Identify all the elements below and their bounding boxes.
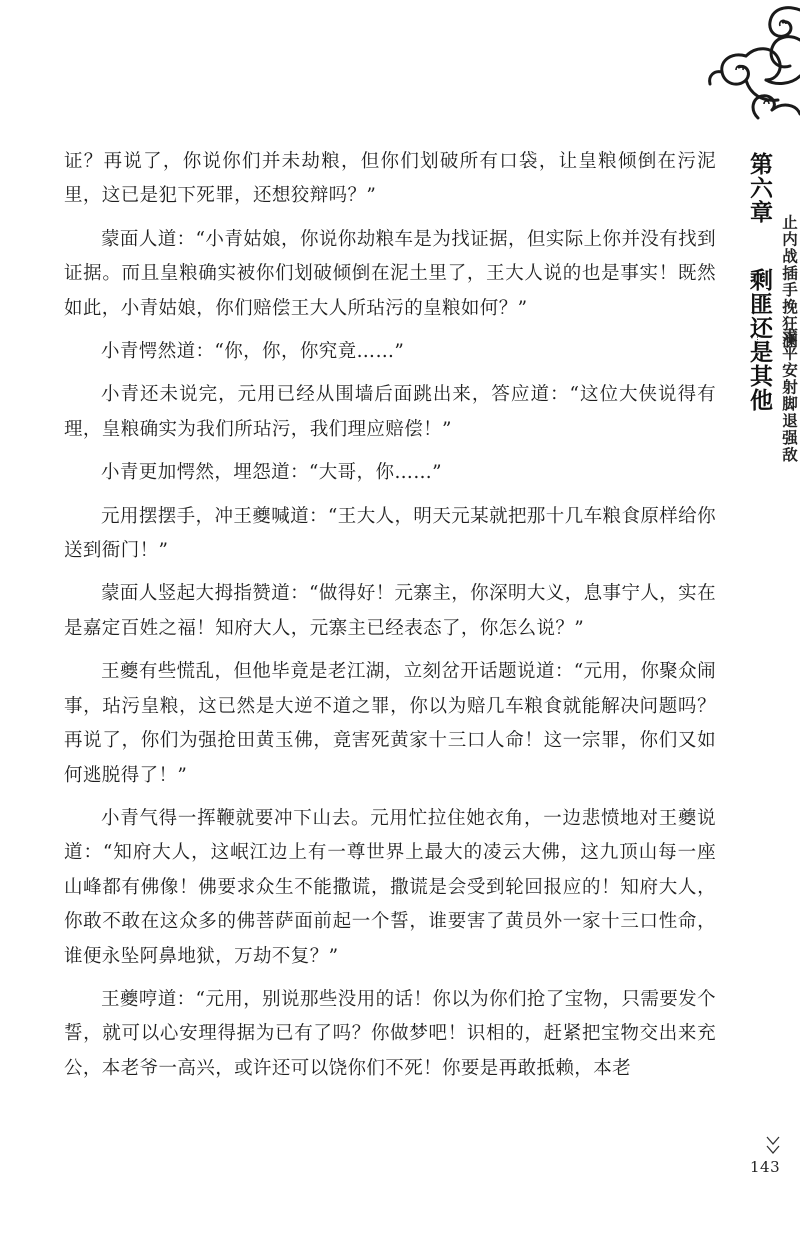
paragraph: 小青气得一挥鞭就要冲下山去。元用忙拉住她衣角，一边悲愤地对王夔说道：“知府大人，这岷江边上有一尊世界上最大的凌云大佛，这九顶山每一座山峰都有佛像！佛要求众生不能撒谎，撒谎是会受到轮回报应的！知府大人，你敢不敢在这众多的佛菩萨面前起一个誓，谁要害了黄员外一家十三口性命，谁便永坠阿鼻地狱，万劫不复？” bbox=[64, 807, 716, 967]
chapter-title: 剩匪还是其他 bbox=[746, 268, 773, 412]
chapter-subtitle-2: 求平安射脚退强敌 bbox=[780, 328, 799, 464]
paragraph: 王夔哼道：“元用，别说那些没用的话！你以为你们抢了宝物，只需要发个誓，就可以心安理得据为已有了吗？你做梦吧！识相的，赶紧把宝物交出来充公，本老爷一高兴，或许还可以饶你们不死！你要是再敢抵赖，本老 bbox=[64, 988, 716, 1079]
chapter-dotted-rule bbox=[757, 336, 758, 360]
paragraph: 蒙面人竖起大拇指赞道：“做得好！元寨主，你深明大义，息事宁人，实在是嘉定百姓之福！知府大人，元寨主已经表态了，你怎么说？” bbox=[64, 583, 716, 639]
paragraph: 小青更加愕然，埋怨道：“大哥，你……” bbox=[101, 462, 443, 484]
chevron-down-icon bbox=[762, 1134, 784, 1160]
paragraph: 蒙面人道：“小青姑娘，你说你劫粮车是为找证据，但实际上你并没有找到证据。而且皇粮确实被你们划破倾倒在泥土里了，王大人说的也是事实！既然如此，小青姑娘，你们赔偿王大人所玷污的皇粮如何？” bbox=[64, 228, 716, 319]
paragraph: 王夔有些慌乱，但他毕竟是老江湖，立刻岔开话题说道：“元用，你聚众闹事，玷污皇粮，这已然是大逆不道之罪，你以为赔几车粮食就能解决问题吗？再说了，你们为强抢田黄玉佛，竟害死黄家十三口人命！这一宗罪，你们又如何逃脱得了！” bbox=[64, 661, 716, 786]
paragraph: 元用摆摆手，冲王夔喊道：“王大人，明天元某就把那十几车粮食原样给你送到衙门！” bbox=[64, 505, 716, 562]
paragraph: 小青还未说完，元用已经从围墙后面跳出来，答应道：“这位大侠说得有理，皇粮确实为我们所玷污，我们理应赔偿！” bbox=[64, 384, 716, 440]
chapter-subtitle-1: 止内战插手挽狂澜 bbox=[780, 214, 799, 350]
body-text bbox=[64, 145, 716, 1095]
page-number: 143 bbox=[750, 1158, 781, 1176]
paragraph: 证？再说了，你说你们并未劫粮，但你们划破所有口袋，让皇粮倾倒在污泥里，这已是犯下死罪，还想狡辩吗？” bbox=[64, 151, 716, 207]
chapter-heading bbox=[737, 152, 781, 412]
cloud-ornament-icon bbox=[706, 0, 800, 150]
chapter-number: 第六章 bbox=[746, 152, 773, 224]
paragraph: 小青愕然道：“你，你，你究竟……” bbox=[101, 341, 405, 363]
